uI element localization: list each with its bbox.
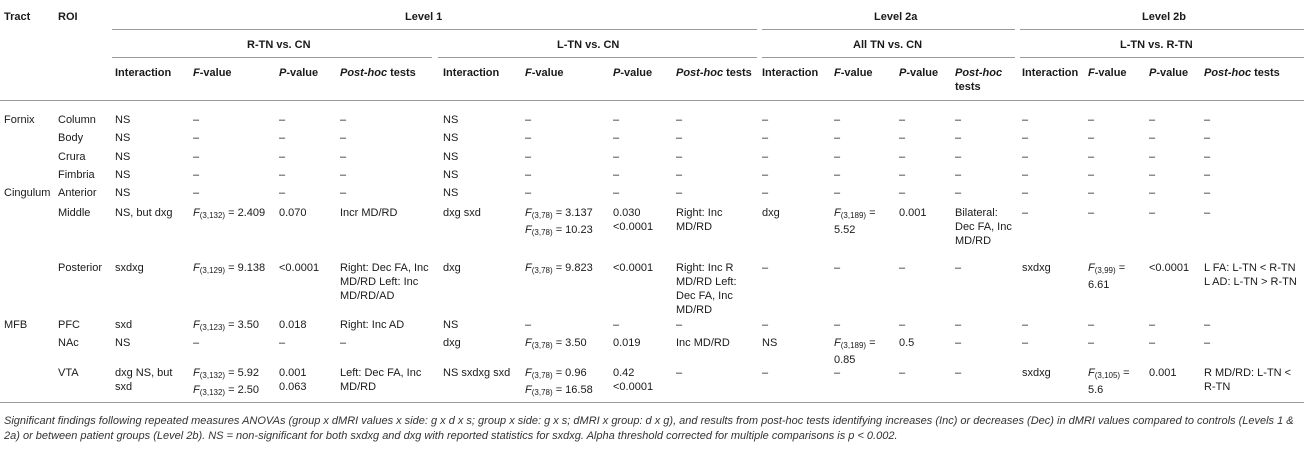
cell-value: $F_{(3,132)} = 5.92$ $F_{(3,132)} = 2.50$	[193, 367, 260, 397]
cell-value: NS	[115, 132, 131, 144]
cell-value: dxg	[443, 337, 461, 349]
cell-value: –	[955, 262, 962, 274]
header-posthoc-tests: Post-hoc tests	[676, 67, 752, 79]
cell-value: –	[955, 187, 962, 199]
cell-value: –	[676, 151, 683, 163]
cell-value: –	[1088, 207, 1095, 219]
cell-value: –	[613, 187, 620, 199]
cell-value: Bilateral: Dec FA, Inc MD/RD	[955, 207, 1012, 247]
cell-value: –	[279, 187, 286, 199]
cell-value: –	[955, 337, 962, 349]
cell-value: –	[613, 114, 620, 126]
cell-value: –	[899, 319, 906, 331]
cell-value: Right: Inc MD/RD	[676, 207, 723, 233]
header-p-value: P-value	[613, 67, 653, 79]
rule-table-bottom	[0, 402, 1304, 403]
cell-roi: PFC	[58, 319, 80, 331]
cell-value: –	[899, 132, 906, 144]
cell-value: <0.0001	[613, 262, 654, 274]
cell-value: 0.001 0.063	[279, 367, 307, 393]
cell-value: –	[279, 151, 286, 163]
header-p-value: P-value	[899, 67, 939, 79]
cell-value: –	[1088, 151, 1095, 163]
cell-value: <0.0001	[279, 262, 320, 274]
cell-value: 0.001	[1149, 367, 1177, 379]
cell-value: dxg NS, but sxd	[115, 367, 173, 393]
header-interaction: Interaction	[115, 67, 172, 79]
cell-value: dxg sxd	[443, 207, 481, 219]
cell-value: NS	[115, 169, 131, 181]
header-ltn-vs-rtn: L-TN vs. R-TN	[1120, 39, 1193, 51]
cell-value: –	[676, 187, 683, 199]
rule-ltn-rtn	[1020, 57, 1304, 58]
cell-value: –	[834, 367, 841, 379]
cell-tract: Fornix	[4, 114, 35, 126]
cell-value: –	[899, 114, 906, 126]
cell-value: 0.019	[613, 337, 641, 349]
cell-value: –	[340, 132, 347, 144]
cell-value: –	[1204, 169, 1211, 181]
cell-value: –	[762, 114, 769, 126]
cell-value: –	[525, 114, 532, 126]
cell-value: –	[340, 187, 347, 199]
cell-value: –	[340, 114, 347, 126]
cell-value: –	[193, 132, 200, 144]
cell-value: –	[525, 169, 532, 181]
cell-value: –	[1149, 207, 1156, 219]
cell-value: –	[279, 132, 286, 144]
cell-value: –	[1088, 337, 1095, 349]
cell-value: –	[193, 151, 200, 163]
cell-value: –	[613, 319, 620, 331]
cell-value: <0.0001	[1149, 262, 1190, 274]
cell-value: –	[1022, 151, 1029, 163]
cell-value: NS sxdxg sxd	[443, 367, 511, 379]
cell-value: $F_{(3,123)} = 3.50$	[193, 319, 260, 332]
cell-value: sxdxg	[115, 262, 144, 274]
rule-header-bottom	[0, 100, 1304, 101]
cell-value: Right: Inc R MD/RD Left: Dec FA, Inc MD/RD	[676, 262, 737, 316]
cell-value: NS, but dxg	[115, 207, 173, 219]
cell-value: –	[1149, 114, 1156, 126]
cell-value: –	[1022, 169, 1029, 181]
header-level-2a: Level 2a	[874, 11, 918, 23]
cell-value: –	[1204, 132, 1211, 144]
cell-value: –	[613, 132, 620, 144]
header-level-1: Level 1	[405, 11, 443, 23]
cell-value: –	[899, 169, 906, 181]
header-interaction: Interaction	[762, 67, 819, 79]
cell-value: 0.42 <0.0001	[613, 367, 654, 393]
cell-value: –	[676, 169, 683, 181]
cell-value: –	[1088, 319, 1095, 331]
cell-value: sxdxg	[1022, 367, 1051, 379]
cell-value: –	[899, 262, 906, 274]
cell-tract: Cingulum	[4, 187, 51, 199]
cell-roi: VTA	[58, 367, 79, 379]
cell-value: Incr MD/RD	[340, 207, 398, 219]
cell-value: $F_{(3,105)} = 5.6$	[1088, 367, 1130, 396]
cell-value: –	[1022, 114, 1029, 126]
cell-value: –	[899, 151, 906, 163]
header-p-value: P-value	[1149, 67, 1189, 79]
cell-value: –	[1149, 151, 1156, 163]
cell-value: –	[955, 319, 962, 331]
cell-value: –	[955, 114, 962, 126]
cell-value: NS	[115, 151, 131, 163]
cell-value: –	[1088, 169, 1095, 181]
cell-value: –	[193, 114, 200, 126]
cell-value: NS	[115, 337, 131, 349]
cell-value: –	[193, 169, 200, 181]
cell-value: –	[899, 187, 906, 199]
cell-roi: Posterior	[58, 262, 103, 274]
header-posthoc-tests: Post-hoc tests	[1204, 67, 1280, 79]
rule-ltn	[438, 57, 757, 58]
cell-value: –	[1204, 114, 1211, 126]
cell-value: –	[676, 114, 683, 126]
header-ltn-vs-cn: L-TN vs. CN	[557, 39, 620, 51]
header-level-2b: Level 2b	[1142, 11, 1187, 23]
rule-alltn	[762, 57, 1015, 58]
cell-roi: Middle	[58, 207, 91, 219]
cell-value: Right: Dec FA, Inc MD/RD Left: Inc MD/RD/AD	[340, 262, 429, 302]
header-posthoc-tests: Post-hoc tests	[955, 67, 1003, 93]
cell-value: NS	[443, 132, 459, 144]
cell-value: $F_{(3,78)} = 3.50$	[525, 337, 587, 350]
cell-value: –	[340, 169, 347, 181]
cell-value: –	[1022, 132, 1029, 144]
header-alltn-vs-cn: All TN vs. CN	[853, 39, 923, 51]
cell-value: –	[676, 319, 683, 331]
cell-value: NS	[443, 187, 459, 199]
cell-value: –	[613, 169, 620, 181]
cell-value: Right: Inc AD	[340, 319, 405, 331]
cell-value: $F_{(3,129)} = 9.138$	[193, 262, 266, 275]
rule-level-2b	[1020, 29, 1304, 30]
cell-value: $F_{(3,132)} = 2.409$	[193, 207, 266, 220]
cell-value: –	[279, 169, 286, 181]
cell-value: –	[1088, 114, 1095, 126]
header-rtn-vs-cn: R-TN vs. CN	[247, 39, 311, 51]
cell-value: –	[955, 132, 962, 144]
cell-value: –	[1149, 132, 1156, 144]
cell-value: –	[1149, 169, 1156, 181]
header-f-value: F-value	[525, 67, 564, 79]
cell-roi: Body	[58, 132, 84, 144]
cell-value: –	[955, 169, 962, 181]
rule-level-2a	[762, 29, 1015, 30]
cell-value: –	[1204, 337, 1211, 349]
cell-value: sxdxg	[1022, 262, 1051, 274]
cell-value: $F_{(3,189)} = 5.52$	[834, 207, 876, 236]
cell-roi: Crura	[58, 151, 86, 163]
cell-value: $F_{(3,78)} = 9.823$	[525, 262, 593, 275]
cell-value: NS	[762, 337, 778, 349]
cell-value: –	[762, 151, 769, 163]
cell-roi: Column	[58, 114, 96, 126]
cell-value: –	[834, 132, 841, 144]
rule-rtn	[112, 57, 432, 58]
cell-roi: NAc	[58, 337, 79, 349]
cell-tract: MFB	[4, 319, 28, 331]
cell-value: –	[1022, 187, 1029, 199]
cell-value: NS	[443, 114, 459, 126]
cell-value: $F_{(3,99)} = 6.61$	[1088, 262, 1126, 291]
cell-value: –	[193, 187, 200, 199]
cell-value: –	[955, 367, 962, 379]
cell-value: 0.030 <0.0001	[613, 207, 654, 233]
cell-value: NS	[115, 114, 131, 126]
cell-value: –	[1204, 207, 1211, 219]
cell-value: –	[762, 169, 769, 181]
cell-value: 0.018	[279, 319, 307, 331]
cell-value: –	[1022, 207, 1029, 219]
cell-value: sxd	[115, 319, 133, 331]
cell-roi: Fimbria	[58, 169, 95, 181]
header-interaction: Interaction	[1022, 67, 1079, 79]
cell-value: NS	[115, 187, 131, 199]
cell-value: –	[834, 151, 841, 163]
cell-value: –	[279, 337, 286, 349]
cell-value: NS	[443, 319, 459, 331]
cell-value: –	[340, 337, 347, 349]
cell-roi: Anterior	[58, 187, 97, 199]
header-f-value: F-value	[193, 67, 232, 79]
cell-value: –	[676, 367, 683, 379]
cell-value: –	[1149, 337, 1156, 349]
header-interaction: Interaction	[443, 67, 500, 79]
cell-value: –	[525, 319, 532, 331]
rule-level-1	[112, 29, 757, 30]
cell-value: –	[525, 151, 532, 163]
cell-value: $F_{(3,78)} = 0.96$ $F_{(3,78)} = 16.58$	[525, 367, 593, 397]
cell-value: 0.5	[899, 337, 915, 349]
cell-value: –	[1204, 319, 1211, 331]
cell-value: –	[834, 187, 841, 199]
cell-value: –	[762, 187, 769, 199]
cell-value: L FA: L-TN < R-TN L AD: L-TN > R-TN	[1204, 262, 1297, 288]
cell-value: –	[525, 187, 532, 199]
cell-value: –	[834, 169, 841, 181]
cell-value: –	[525, 132, 532, 144]
header-tract: Tract	[4, 11, 31, 23]
cell-value: –	[340, 151, 347, 163]
cell-value: –	[762, 319, 769, 331]
cell-value: dxg	[762, 207, 780, 219]
cell-value: –	[193, 337, 200, 349]
header-roi: ROI	[58, 11, 78, 23]
cell-value: –	[1088, 187, 1095, 199]
cell-value: –	[1149, 187, 1156, 199]
cell-value: 0.070	[279, 207, 307, 219]
cell-value: Inc MD/RD	[676, 337, 730, 349]
header-p-value: P-value	[279, 67, 319, 79]
cell-value: NS	[443, 151, 459, 163]
cell-value: –	[1022, 337, 1029, 349]
cell-value: –	[279, 114, 286, 126]
cell-value: dxg	[443, 262, 461, 274]
cell-value: –	[1022, 319, 1029, 331]
cell-value: NS	[443, 169, 459, 181]
cell-value: R MD/RD: L-TN < R-TN	[1204, 367, 1292, 393]
cell-value: –	[762, 367, 769, 379]
cell-value: –	[1088, 132, 1095, 144]
cell-value: Left: Dec FA, Inc MD/RD	[340, 367, 422, 393]
cell-value: –	[1149, 319, 1156, 331]
cell-value: 0.001	[899, 207, 927, 219]
cell-value: –	[762, 132, 769, 144]
header-f-value: F-value	[1088, 67, 1127, 79]
cell-value: $F_{(3,189)} = 0.85$	[834, 337, 876, 366]
cell-value: –	[762, 262, 769, 274]
cell-value: –	[676, 132, 683, 144]
cell-value: $F_{(3,78)} = 3.137$ $F_{(3,78)} = 10.23$	[525, 207, 593, 237]
header-f-value: F-value	[834, 67, 873, 79]
cell-value: –	[1204, 187, 1211, 199]
cell-value: –	[1204, 151, 1211, 163]
cell-value: –	[955, 151, 962, 163]
table-caption: Significant findings following repeated measures ANOVAs (group x dMRI values x side: g x d x s; group x side: g x s; dMRI x group: d x g), and results from post-hoc tests identifying increases (Inc) or decreases (Dec) in dMRI values compared to controls (Levels 1 & 2a) or between patient groups (Level 2b). NS = non-significant for both sxdxg and dxg with reported statistics for sxdxg. Alpha threshold corrected for multiple comparisons is p < 0.002.	[4, 415, 1294, 442]
cell-value: –	[613, 151, 620, 163]
cell-value: –	[834, 262, 841, 274]
cell-value: –	[834, 319, 841, 331]
cell-value: –	[834, 114, 841, 126]
header-posthoc-tests: Post-hoc tests	[340, 67, 416, 79]
cell-value: –	[899, 367, 906, 379]
